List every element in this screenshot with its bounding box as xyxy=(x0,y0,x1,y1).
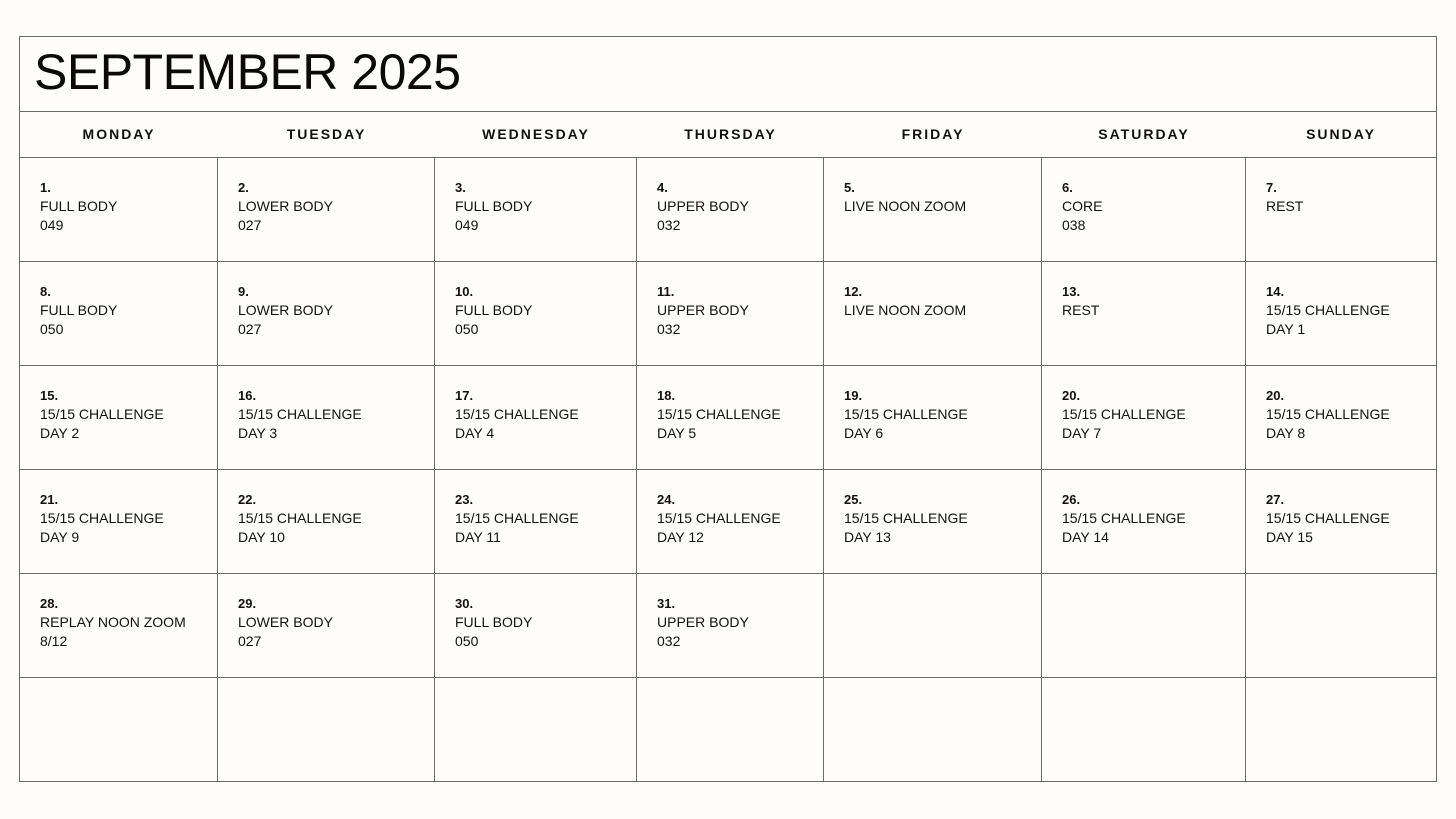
day-cell xyxy=(20,470,218,574)
workout-name: 15/15 CHALLENGE xyxy=(657,406,781,422)
day-number: 25. xyxy=(844,492,863,507)
day-cell xyxy=(637,470,824,574)
workout-name: 15/15 CHALLENGE xyxy=(238,406,362,422)
day-cell xyxy=(218,574,435,678)
workout-name: UPPER BODY xyxy=(657,302,749,318)
workout-name: 15/15 CHALLENGE xyxy=(1266,302,1390,318)
workout-name: LIVE NOON ZOOM xyxy=(844,302,967,318)
day-cell xyxy=(1246,470,1436,574)
day-number: 20. xyxy=(1266,388,1285,403)
day-number: 18. xyxy=(657,388,676,403)
day-number: 19. xyxy=(844,388,863,403)
day-cell xyxy=(218,262,435,366)
workout-detail: 049 xyxy=(455,217,479,233)
workout-detail: DAY 12 xyxy=(657,529,704,545)
day-cell xyxy=(435,574,637,678)
workout-detail: 032 xyxy=(657,321,681,337)
day-cell xyxy=(20,678,218,781)
day-number: 29. xyxy=(238,596,257,611)
workout-name: FULL BODY xyxy=(455,302,533,318)
day-cell xyxy=(637,366,824,470)
day-cell xyxy=(20,158,218,262)
workout-detail: DAY 6 xyxy=(844,425,884,441)
day-cell xyxy=(1042,366,1246,470)
day-number: 12. xyxy=(844,284,863,299)
workout-detail: DAY 1 xyxy=(1266,321,1306,337)
day-number: 6. xyxy=(1062,180,1073,195)
day-number: 8. xyxy=(40,284,51,299)
day-cell xyxy=(435,678,637,781)
day-cell xyxy=(20,574,218,678)
day-number: 10. xyxy=(455,284,474,299)
workout-name: 15/15 CHALLENGE xyxy=(1266,406,1390,422)
day-cell xyxy=(824,470,1042,574)
weekday-tuesday: TUESDAY xyxy=(286,126,367,142)
workout-detail: 027 xyxy=(238,321,262,337)
day-cell xyxy=(1246,574,1436,678)
day-cell xyxy=(637,262,824,366)
workout-detail: 038 xyxy=(1062,217,1086,233)
workout-detail: DAY 2 xyxy=(40,425,80,441)
workout-detail: DAY 5 xyxy=(657,425,697,441)
day-cell xyxy=(1042,262,1246,366)
day-number: 15. xyxy=(40,388,59,403)
day-number: 16. xyxy=(238,388,257,403)
day-cell xyxy=(20,262,218,366)
day-number: 27. xyxy=(1266,492,1285,507)
day-number: 13. xyxy=(1062,284,1081,299)
workout-detail: 8/12 xyxy=(40,633,68,649)
day-number: 20. xyxy=(1062,388,1081,403)
day-number: 23. xyxy=(455,492,474,507)
workout-detail: DAY 10 xyxy=(238,529,285,545)
day-cell xyxy=(435,262,637,366)
workout-name: LOWER BODY xyxy=(238,198,333,214)
workout-detail: DAY 3 xyxy=(238,425,278,441)
day-number: 1. xyxy=(40,180,51,195)
day-cell xyxy=(637,678,824,781)
day-cell xyxy=(218,158,435,262)
day-cell xyxy=(824,158,1042,262)
day-number: 28. xyxy=(40,596,59,611)
day-cell xyxy=(218,470,435,574)
workout-detail: DAY 9 xyxy=(40,529,80,545)
workout-name: 15/15 CHALLENGE xyxy=(455,406,579,422)
day-number: 30. xyxy=(455,596,474,611)
weekday-friday: FRIDAY xyxy=(901,126,965,142)
workout-name: LIVE NOON ZOOM xyxy=(844,198,967,214)
day-number: 14. xyxy=(1266,284,1285,299)
workout-name: CORE xyxy=(1062,198,1103,214)
workout-name: 15/15 CHALLENGE xyxy=(1266,510,1390,526)
day-number: 21. xyxy=(40,492,59,507)
day-cell xyxy=(20,366,218,470)
day-cell xyxy=(1246,366,1436,470)
weekday-wednesday: WEDNESDAY xyxy=(482,126,590,142)
workout-detail: DAY 7 xyxy=(1062,425,1102,441)
day-number: 22. xyxy=(238,492,257,507)
workout-detail: 032 xyxy=(657,217,681,233)
workout-name: 15/15 CHALLENGE xyxy=(455,510,579,526)
workout-name: 15/15 CHALLENGE xyxy=(844,510,968,526)
workout-name: REST xyxy=(1266,198,1304,214)
workout-name: FULL BODY xyxy=(455,198,533,214)
workout-name: 15/15 CHALLENGE xyxy=(657,510,781,526)
day-cell xyxy=(1246,678,1436,781)
workout-name: REPLAY NOON ZOOM xyxy=(40,614,186,630)
workout-detail: DAY 13 xyxy=(844,529,891,545)
workout-detail: 050 xyxy=(455,633,479,649)
day-cell xyxy=(1042,678,1246,781)
day-cell xyxy=(435,158,637,262)
day-number: 24. xyxy=(657,492,676,507)
day-cell xyxy=(1246,262,1436,366)
workout-detail: 027 xyxy=(238,633,262,649)
weekday-header xyxy=(20,112,1436,158)
workout-name: REST xyxy=(1062,302,1100,318)
day-cell xyxy=(824,678,1042,781)
day-number: 4. xyxy=(657,180,668,195)
workout-name: 15/15 CHALLENGE xyxy=(1062,510,1186,526)
workout-detail: 027 xyxy=(238,217,262,233)
day-cell xyxy=(1042,158,1246,262)
day-number: 3. xyxy=(455,180,466,195)
workout-detail: DAY 15 xyxy=(1266,529,1313,545)
title-row xyxy=(20,37,1436,112)
workout-name: 15/15 CHALLENGE xyxy=(1062,406,1186,422)
weekday-saturday: SATURDAY xyxy=(1098,126,1190,142)
workout-detail: DAY 4 xyxy=(455,425,495,441)
workout-name: LOWER BODY xyxy=(238,302,333,318)
workout-name: 15/15 CHALLENGE xyxy=(238,510,362,526)
day-cell xyxy=(435,470,637,574)
day-cell xyxy=(435,366,637,470)
workout-name: 15/15 CHALLENGE xyxy=(40,406,164,422)
workout-detail: DAY 8 xyxy=(1266,425,1306,441)
calendar xyxy=(19,36,1437,782)
day-cell xyxy=(218,366,435,470)
workout-detail: DAY 14 xyxy=(1062,529,1109,545)
workout-detail: 050 xyxy=(40,321,64,337)
day-cell xyxy=(1246,158,1436,262)
day-number: 17. xyxy=(455,388,474,403)
workout-name: 15/15 CHALLENGE xyxy=(40,510,164,526)
workout-detail: 032 xyxy=(657,633,681,649)
day-number: 11. xyxy=(657,284,675,299)
workout-detail: 050 xyxy=(455,321,479,337)
weekday-thursday: THURSDAY xyxy=(684,126,777,142)
day-cell xyxy=(1042,574,1246,678)
day-cell xyxy=(824,366,1042,470)
workout-detail: 049 xyxy=(40,217,64,233)
day-cell xyxy=(637,574,824,678)
day-number: 9. xyxy=(238,284,249,299)
day-number: 5. xyxy=(844,180,855,195)
day-cell xyxy=(824,262,1042,366)
workout-name: LOWER BODY xyxy=(238,614,333,630)
workout-name: 15/15 CHALLENGE xyxy=(844,406,968,422)
day-number: 2. xyxy=(238,180,249,195)
workout-name: FULL BODY xyxy=(40,302,118,318)
workout-name: FULL BODY xyxy=(455,614,533,630)
day-number: 31. xyxy=(657,596,676,611)
workout-detail: DAY 11 xyxy=(455,529,501,545)
day-cell xyxy=(1042,470,1246,574)
calendar-grid xyxy=(20,158,1436,781)
weekday-sunday: SUNDAY xyxy=(1306,126,1376,142)
weekday-monday: MONDAY xyxy=(82,126,156,142)
day-number: 26. xyxy=(1062,492,1081,507)
workout-name: FULL BODY xyxy=(40,198,118,214)
calendar-title: SEPTEMBER 2025 xyxy=(34,44,461,100)
day-number: 7. xyxy=(1266,180,1277,195)
workout-name: UPPER BODY xyxy=(657,198,749,214)
day-cell xyxy=(218,678,435,781)
workout-name: UPPER BODY xyxy=(657,614,749,630)
day-cell xyxy=(637,158,824,262)
day-cell xyxy=(824,574,1042,678)
